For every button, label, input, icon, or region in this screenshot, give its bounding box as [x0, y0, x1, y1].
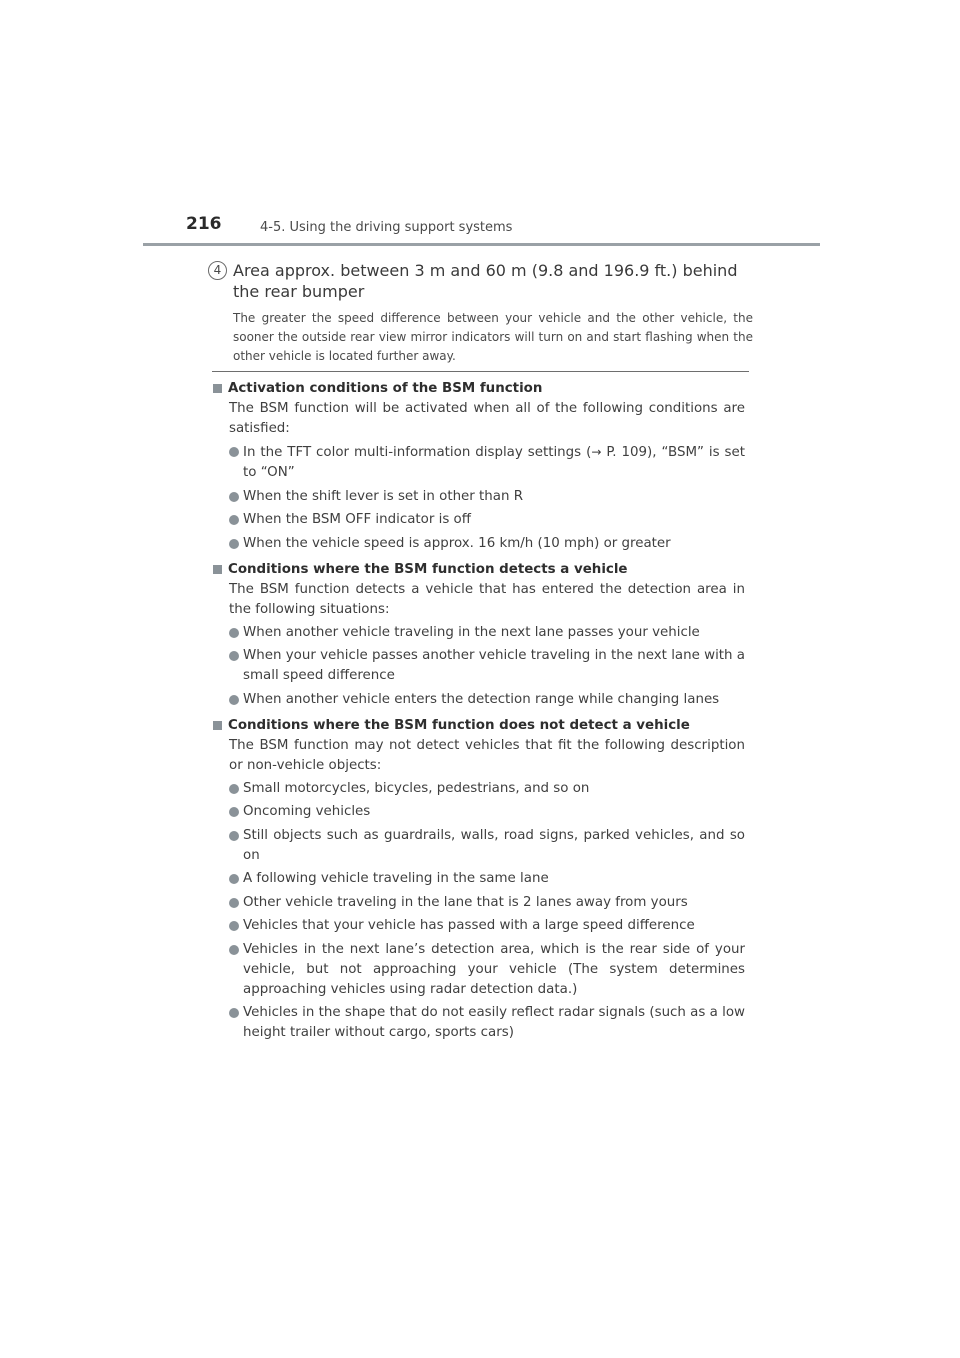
- list-item-text: When the BSM OFF indicator is off: [243, 512, 471, 527]
- bullet-dot-icon: [229, 784, 239, 794]
- bullet-list: [213, 442, 745, 554]
- list-item-text: Vehicles in the shape that do not easily reflect radar signals (such as a low height trailer without cargo, sports cars): [243, 1005, 745, 1040]
- section-heading: Conditions where the BSM function detects a vehicle: [228, 561, 628, 577]
- list-item-text: Vehicles in the next lane’s detection area, which is the rear side of your vehicle, but not approaching your vehicle (The system determines approaching vehicles using radar detection data.): [243, 941, 745, 997]
- header-divider: [143, 243, 820, 246]
- list-item: [229, 802, 745, 822]
- bullet-dot-icon: [229, 898, 239, 908]
- bullet-dot-icon: [229, 628, 239, 638]
- section-heading: Conditions where the BSM function does not detect a vehicle: [228, 717, 690, 733]
- bullet-dot-icon: [229, 1008, 239, 1018]
- bullet-dot-icon: [229, 651, 239, 661]
- list-item: [229, 869, 745, 889]
- list-item-text: When your vehicle passes another vehicle traveling in the next lane with a small speed difference: [243, 648, 745, 683]
- square-bullet-icon: [213, 565, 222, 574]
- list-item: [229, 442, 745, 483]
- section-intro: The BSM function detects a vehicle that has entered the detection area in the following situations:: [229, 581, 745, 617]
- section-heading: Activation conditions of the BSM function: [228, 381, 543, 396]
- list-item-text: In the TFT color multi-information display settings (: [243, 445, 592, 460]
- section-activation-conditions: [213, 379, 745, 554]
- bullet-dot-icon: [229, 539, 239, 549]
- bullet-dot-icon: [229, 492, 239, 502]
- bullet-dot-icon: [229, 945, 239, 955]
- list-item: [229, 893, 745, 913]
- list-item: [229, 534, 745, 554]
- bullet-dot-icon: [229, 515, 239, 525]
- list-item-text: Other vehicle traveling in the lane that is 2 lanes away from yours: [243, 894, 688, 910]
- item-4-heading: Area approx. between 3 m and 60 m (9.8 and 196.9 ft.) behind the rear bumper: [233, 261, 738, 301]
- section-header-title: 4-5. Using the driving support systems: [260, 220, 513, 235]
- list-item-text: A following vehicle traveling in the same lane: [243, 871, 549, 886]
- page-reference-text[interactable]: P. 109), “BSM” is set to “ON”: [243, 445, 745, 480]
- list-item: [229, 623, 745, 643]
- list-item: [229, 510, 745, 530]
- bullet-dot-icon: [229, 874, 239, 884]
- bullet-dot-icon: [229, 921, 239, 931]
- list-item-text: When another vehicle traveling in the next lane passes your vehicle: [243, 624, 700, 640]
- circled-number-4: 4: [208, 261, 227, 280]
- list-item-text: Vehicles that your vehicle has passed with a large speed difference: [243, 918, 695, 933]
- bullet-dot-icon: [229, 807, 239, 817]
- list-item: [229, 916, 745, 936]
- list-item: [229, 940, 745, 1000]
- list-item-text: Still objects such as guardrails, walls, road signs, parked vehicles, and so on: [243, 827, 745, 863]
- section-divider: [212, 371, 749, 372]
- list-item-text: Small motorcycles, bicycles, pedestrians, and so on: [243, 780, 590, 796]
- page-number: 216: [186, 214, 222, 234]
- item-4-description: The greater the speed difference between your vehicle and the other vehicle, the sooner the outside rear view mirror indicators will turn on and start flashing when the other vehicle is located further away.: [233, 311, 753, 363]
- list-item: [229, 487, 745, 507]
- list-item-text: When the vehicle speed is approx. 16 km/h (10 mph) or greater: [243, 535, 671, 551]
- numbered-item-4: [208, 260, 753, 366]
- bullet-list: [213, 623, 745, 710]
- bullet-list: [213, 779, 745, 1044]
- list-item: [229, 826, 745, 866]
- conditions-content: [213, 379, 745, 1049]
- bullet-dot-icon: [229, 831, 239, 841]
- page-reference-arrow-icon: →: [591, 445, 602, 459]
- square-bullet-icon: [213, 721, 222, 730]
- list-item: [229, 690, 745, 710]
- list-item-text: When another vehicle enters the detection range while changing lanes: [243, 691, 720, 707]
- bullet-dot-icon: [229, 447, 239, 457]
- list-item: [229, 646, 745, 686]
- bullet-dot-icon: [229, 695, 239, 705]
- square-bullet-icon: [213, 384, 222, 393]
- list-item: [229, 779, 745, 799]
- section-non-detection-conditions: [213, 716, 745, 1044]
- list-item-text: Oncoming vehicles: [243, 804, 371, 819]
- section-intro: The BSM function will be activated when all of the following conditions are satisfied:: [229, 401, 745, 436]
- section-detection-conditions: [213, 560, 745, 710]
- list-item: [229, 1003, 745, 1043]
- section-intro: The BSM function may not detect vehicles that fit the following description or non-vehicle objects:: [229, 737, 745, 773]
- list-item-text: When the shift lever is set in other than R: [243, 488, 524, 504]
